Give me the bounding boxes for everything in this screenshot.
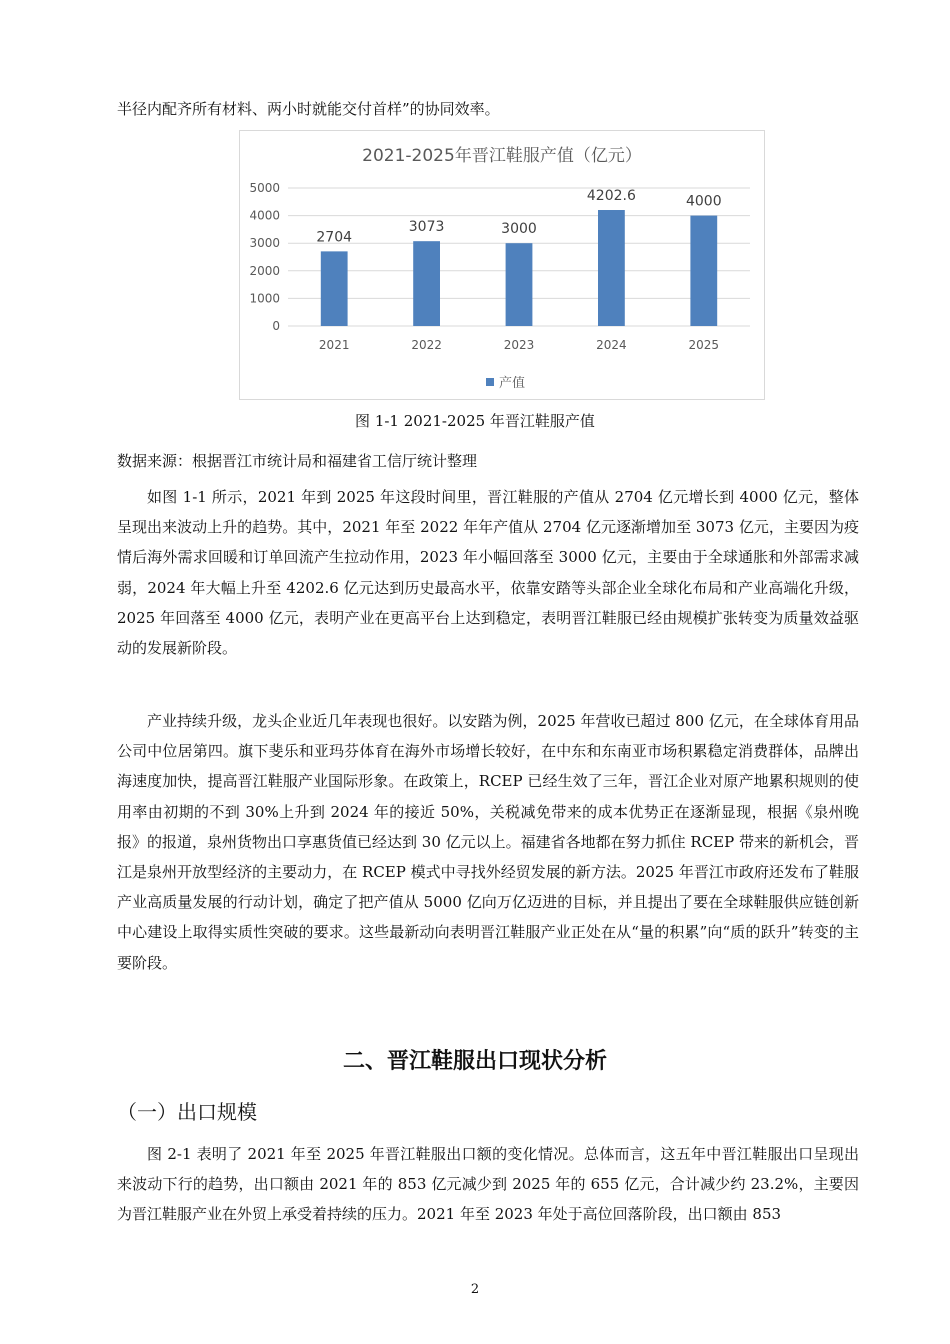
paragraph-3: 图 2-1 表明了 2021 年至 2025 年晋江鞋服出口额的变化情况。总体而言，这五年中晋江鞋服出口呈现出来波动下行的趋势，出口额由 2021 年的 853 亿元减少到 2025 年的 655 亿元，合计减少约 23.2%，主要因为晋江鞋服产业在外贸上承受着持续的压力。2021 年至 2023 年处于高位回落阶段，出口额由 853 bbox=[117, 1145, 859, 1224]
legend-swatch bbox=[486, 378, 494, 386]
data-label: 3000 bbox=[501, 221, 537, 238]
data-label: 2704 bbox=[316, 229, 353, 246]
intro-line: 半径内配齐所有材料、两小时就能交付首样”的协同效率。 bbox=[117, 100, 500, 118]
x-tick-label: 2025 bbox=[688, 338, 720, 352]
x-tick-label: 2021 bbox=[318, 338, 350, 352]
legend-label: 产值 bbox=[499, 376, 526, 391]
y-tick-label: 3000 bbox=[249, 236, 280, 251]
y-tick-label: 2000 bbox=[249, 263, 280, 278]
figure-caption: 图 1-1 2021-2025 年晋江鞋服产值 bbox=[355, 412, 595, 430]
y-tick-label: 4000 bbox=[249, 208, 280, 223]
data-label: 4000 bbox=[685, 193, 722, 210]
y-tick-label: 0 bbox=[272, 319, 280, 333]
bar bbox=[321, 251, 348, 326]
bar bbox=[690, 216, 717, 326]
data-label: 3073 bbox=[408, 219, 445, 236]
y-tick-label: 5000 bbox=[249, 181, 280, 195]
page-number: 2 bbox=[470, 1282, 480, 1297]
data-label: 4202.6 bbox=[586, 188, 636, 205]
bar bbox=[413, 241, 440, 326]
paragraph-1: 如图 1-1 所示，2021 年到 2025 年这段时间里，晋江鞋服的产值从 2704 亿元增长到 4000 亿元，整体呈现出来波动上升的趋势。其中，2021 年至 2022 年年产值从 2704 亿元逐渐增加至 3073 亿元，主要因为疫情后海外需求回暖和订单回流产生拉动作用，2023 年小幅回落至 3000 亿元，主要由于全球通胀和外部需求减弱，2024 年大幅上升至 4202.6 亿元达到历史最高水平，依靠安踏等头部企业全球化布局和产业高端化升级，2025 年回落至 4000 亿元，表明产业在更高平台上达到稳定，表明晋江鞋服已经由规模扩张转变为质量效益驱动的发展新阶段。 bbox=[117, 488, 859, 658]
bar bbox=[506, 243, 533, 326]
bar bbox=[598, 210, 625, 326]
y-tick-label: 1000 bbox=[249, 291, 280, 306]
data-source: 数据来源：根据晋江市统计局和福建省工信厅统计整理 bbox=[117, 452, 478, 470]
bar-chart bbox=[240, 131, 764, 399]
chart-title: 2021-2025年晋江鞋服产值（亿元） bbox=[362, 146, 642, 166]
x-tick-label: 2022 bbox=[411, 338, 442, 352]
x-tick-label: 2023 bbox=[503, 338, 535, 352]
subsection-heading: （一）出口规模 bbox=[117, 1100, 257, 1124]
section-heading: 二、晋江鞋服出口现状分析 bbox=[342, 1049, 607, 1074]
x-tick-label: 2024 bbox=[596, 338, 627, 352]
paragraph-2: 产业持续升级，龙头企业近几年表现也很好。以安踏为例，2025 年营收已超过 800 亿元，在全球体育用品公司中位居第四。旗下斐乐和亚玛芬体育在海外市场增长较好，在中东和东南亚市场积累稳定消费群体，品牌出海速度加快，提高晋江鞋服产业国际形象。在政策上，RCEP 已经生效了三年，晋江企业对原产地累积规则的使用率由初期的不到 30%上升到 2024 年的接近 50%，关税减免带来的成本优势正在逐渐显现，根据《泉州晚报》的报道，泉州货物出口享惠货值已经达到 30 亿元以上。福建省各地都在努力抓住 RCEP 带来的新机会，晋江是泉州开放型经济的主要动力，在 RCEP 模式中寻找外经贸发展的新方法。2025 年晋江市政府还发布了鞋服产业高质量发展的行动计划，确定了把产值从 5000 亿向万亿迈进的目标，并且提出了要在全球鞋服供应链创新中心建设上取得实质性突破的要求。这些最新动向表明晋江鞋服产业正处在从“量的积累”向“质的跃升”转变的主要阶段。 bbox=[117, 712, 859, 972]
chart-figure bbox=[239, 130, 765, 400]
